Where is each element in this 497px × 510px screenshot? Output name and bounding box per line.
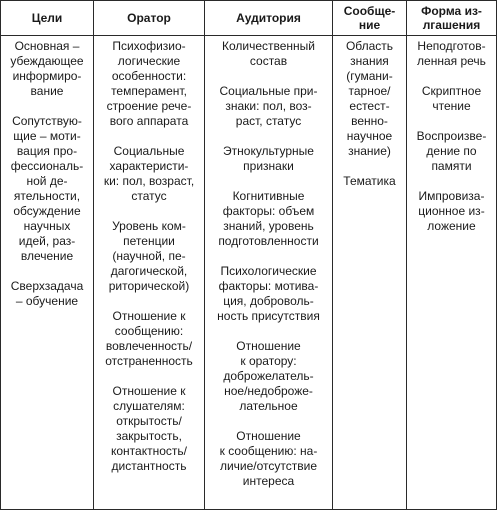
cell-line: научных	[23, 219, 71, 233]
cell-item	[407, 189, 496, 234]
cell-item	[1, 39, 93, 99]
cell-line: Отношение	[236, 429, 301, 443]
cell-item	[205, 39, 332, 69]
cell-line: факторы: мотива-	[218, 279, 319, 293]
cell-item	[94, 144, 204, 204]
cell-line: характеристи-	[109, 159, 189, 173]
cell-item	[94, 384, 204, 474]
cell-line: памяти	[431, 159, 472, 173]
cell-line: Уровень ком-	[112, 219, 186, 233]
cell-line: к сообщению: на-	[219, 444, 318, 458]
cell-line: Воспроизве-	[416, 129, 487, 143]
cell-line: вовлеченность/	[105, 339, 193, 353]
cell-line: к оратору:	[240, 354, 297, 368]
cell-line: Импровиза-	[418, 189, 485, 203]
cell-item	[94, 309, 204, 369]
cell-line: вого аппарата	[109, 114, 189, 128]
cell-line: ной де-	[26, 174, 68, 188]
cell-line: Психологические	[220, 264, 317, 278]
cell-line: естест-	[349, 99, 390, 113]
cell-line: (научной, пе-	[112, 249, 186, 263]
cell-line: Этнокультурные	[223, 144, 314, 158]
cell-line: темперамент,	[111, 84, 187, 98]
cell-line: чтение	[432, 99, 471, 113]
cell-line: состав	[249, 54, 288, 68]
cell-line: Скриптное	[421, 84, 482, 98]
cell-line: интереса	[242, 474, 295, 488]
cell-line: убеждающее	[10, 54, 84, 68]
cell-line: тарное/	[348, 84, 391, 98]
cell-line: дистантность	[111, 459, 187, 473]
cell-line: ность присутствия	[217, 309, 320, 323]
cell-item	[407, 39, 496, 69]
cell-line: обсуждение	[13, 204, 81, 218]
cell-line: Количественный	[221, 39, 316, 53]
cell-item	[205, 189, 332, 249]
cell-item	[205, 144, 332, 174]
cell-line: ки: пол, возраст,	[103, 174, 195, 188]
cell-line: ложение	[427, 219, 476, 233]
cell-line: Социальные	[113, 144, 185, 158]
cell-item	[333, 39, 406, 159]
cell-line: ленная речь	[417, 54, 486, 68]
column-message	[333, 39, 406, 189]
cell-line: особенности:	[111, 69, 187, 83]
cell-line: строение рече-	[106, 99, 192, 113]
cell-item	[94, 219, 204, 294]
cell-line: Основная –	[14, 39, 80, 53]
cell-line: сообщению:	[114, 324, 184, 338]
cell-line: Неподготов-	[417, 39, 486, 53]
cell-line: доброжелатель-	[223, 369, 314, 383]
cell-line: ятельности,	[13, 189, 81, 203]
cell-line: личие/отсутствие	[219, 459, 318, 473]
cell-line: ция, доброволь-	[223, 294, 314, 308]
cell-line: подготовленности	[218, 234, 319, 248]
cell-line: Отношение	[236, 339, 301, 353]
cell-line: петенции	[123, 234, 175, 248]
cell-line: знания	[350, 54, 389, 68]
cell-line: ционное из-	[418, 204, 485, 218]
cell-line: Социальные при-	[219, 84, 318, 98]
cell-item	[94, 39, 204, 129]
cell-line: статус	[131, 189, 167, 203]
cell-item	[205, 264, 332, 324]
cell-line: риторической)	[108, 279, 190, 293]
cell-line: раст, статус	[235, 114, 302, 128]
cell-line: влечение	[20, 249, 74, 263]
cell-line: вание	[30, 84, 64, 98]
cell-line: Психофизио-	[112, 39, 186, 53]
cell-item	[1, 279, 93, 309]
cell-line: Тематика	[343, 174, 396, 188]
cell-item	[1, 114, 93, 264]
cell-line: ное/недоброже-	[224, 384, 313, 398]
cell-line: щие – моти-	[13, 129, 81, 143]
cell-item	[205, 84, 332, 129]
cell-line: Область	[345, 39, 394, 53]
cell-line: факторы: объем	[222, 204, 315, 218]
cell-item	[333, 174, 406, 189]
cell-item	[407, 129, 496, 174]
cell-line: дагогической,	[110, 264, 188, 278]
cell-line: научное	[346, 129, 393, 143]
header-audience: Аудитория	[236, 11, 301, 25]
cell-line: открытость/	[116, 414, 182, 428]
cell-line: информиро-	[12, 69, 82, 83]
cell-line: Отношение к	[112, 309, 186, 323]
cell-item	[205, 429, 332, 489]
cell-line: Когнитивные	[232, 189, 305, 203]
cell-line: Сопутствую-	[12, 114, 82, 128]
cell-line: Сверхзадача	[10, 279, 84, 293]
header-speaker: Оратор	[127, 11, 171, 25]
cell-line: признаки	[243, 159, 294, 173]
cell-line: идей, раз-	[18, 234, 76, 248]
header-divider	[1, 35, 496, 36]
cell-line: контактность/	[111, 444, 187, 458]
cell-line: знание)	[348, 144, 391, 158]
cell-line: знаний, уровень	[223, 219, 314, 233]
cell-line: венно-	[351, 114, 388, 128]
header-goals: Цели	[31, 11, 63, 25]
cell-item	[407, 84, 496, 114]
column-form	[407, 39, 496, 234]
cell-line: лательное	[239, 399, 298, 413]
column-goals	[1, 39, 93, 309]
cell-line: дение по	[426, 144, 477, 158]
cell-line: слушателям:	[113, 399, 185, 413]
header-form: Форма из- лгашения	[421, 4, 482, 32]
cell-line: фессиональ-	[10, 159, 84, 173]
cell-line: (гумани-	[346, 69, 393, 83]
cell-line: – обучение	[15, 294, 79, 308]
cell-line: знаки: пол, воз-	[225, 99, 312, 113]
header-message: Сообще- ние	[343, 4, 396, 32]
cell-line: логические	[117, 54, 181, 68]
cell-item	[205, 339, 332, 414]
column-speaker	[94, 39, 204, 474]
column-audience	[205, 39, 332, 489]
cell-line: отстраненность	[105, 354, 193, 368]
cell-line: закрытость,	[116, 429, 182, 443]
cell-line: Отношение к	[112, 384, 186, 398]
cell-line: вация про-	[16, 144, 78, 158]
